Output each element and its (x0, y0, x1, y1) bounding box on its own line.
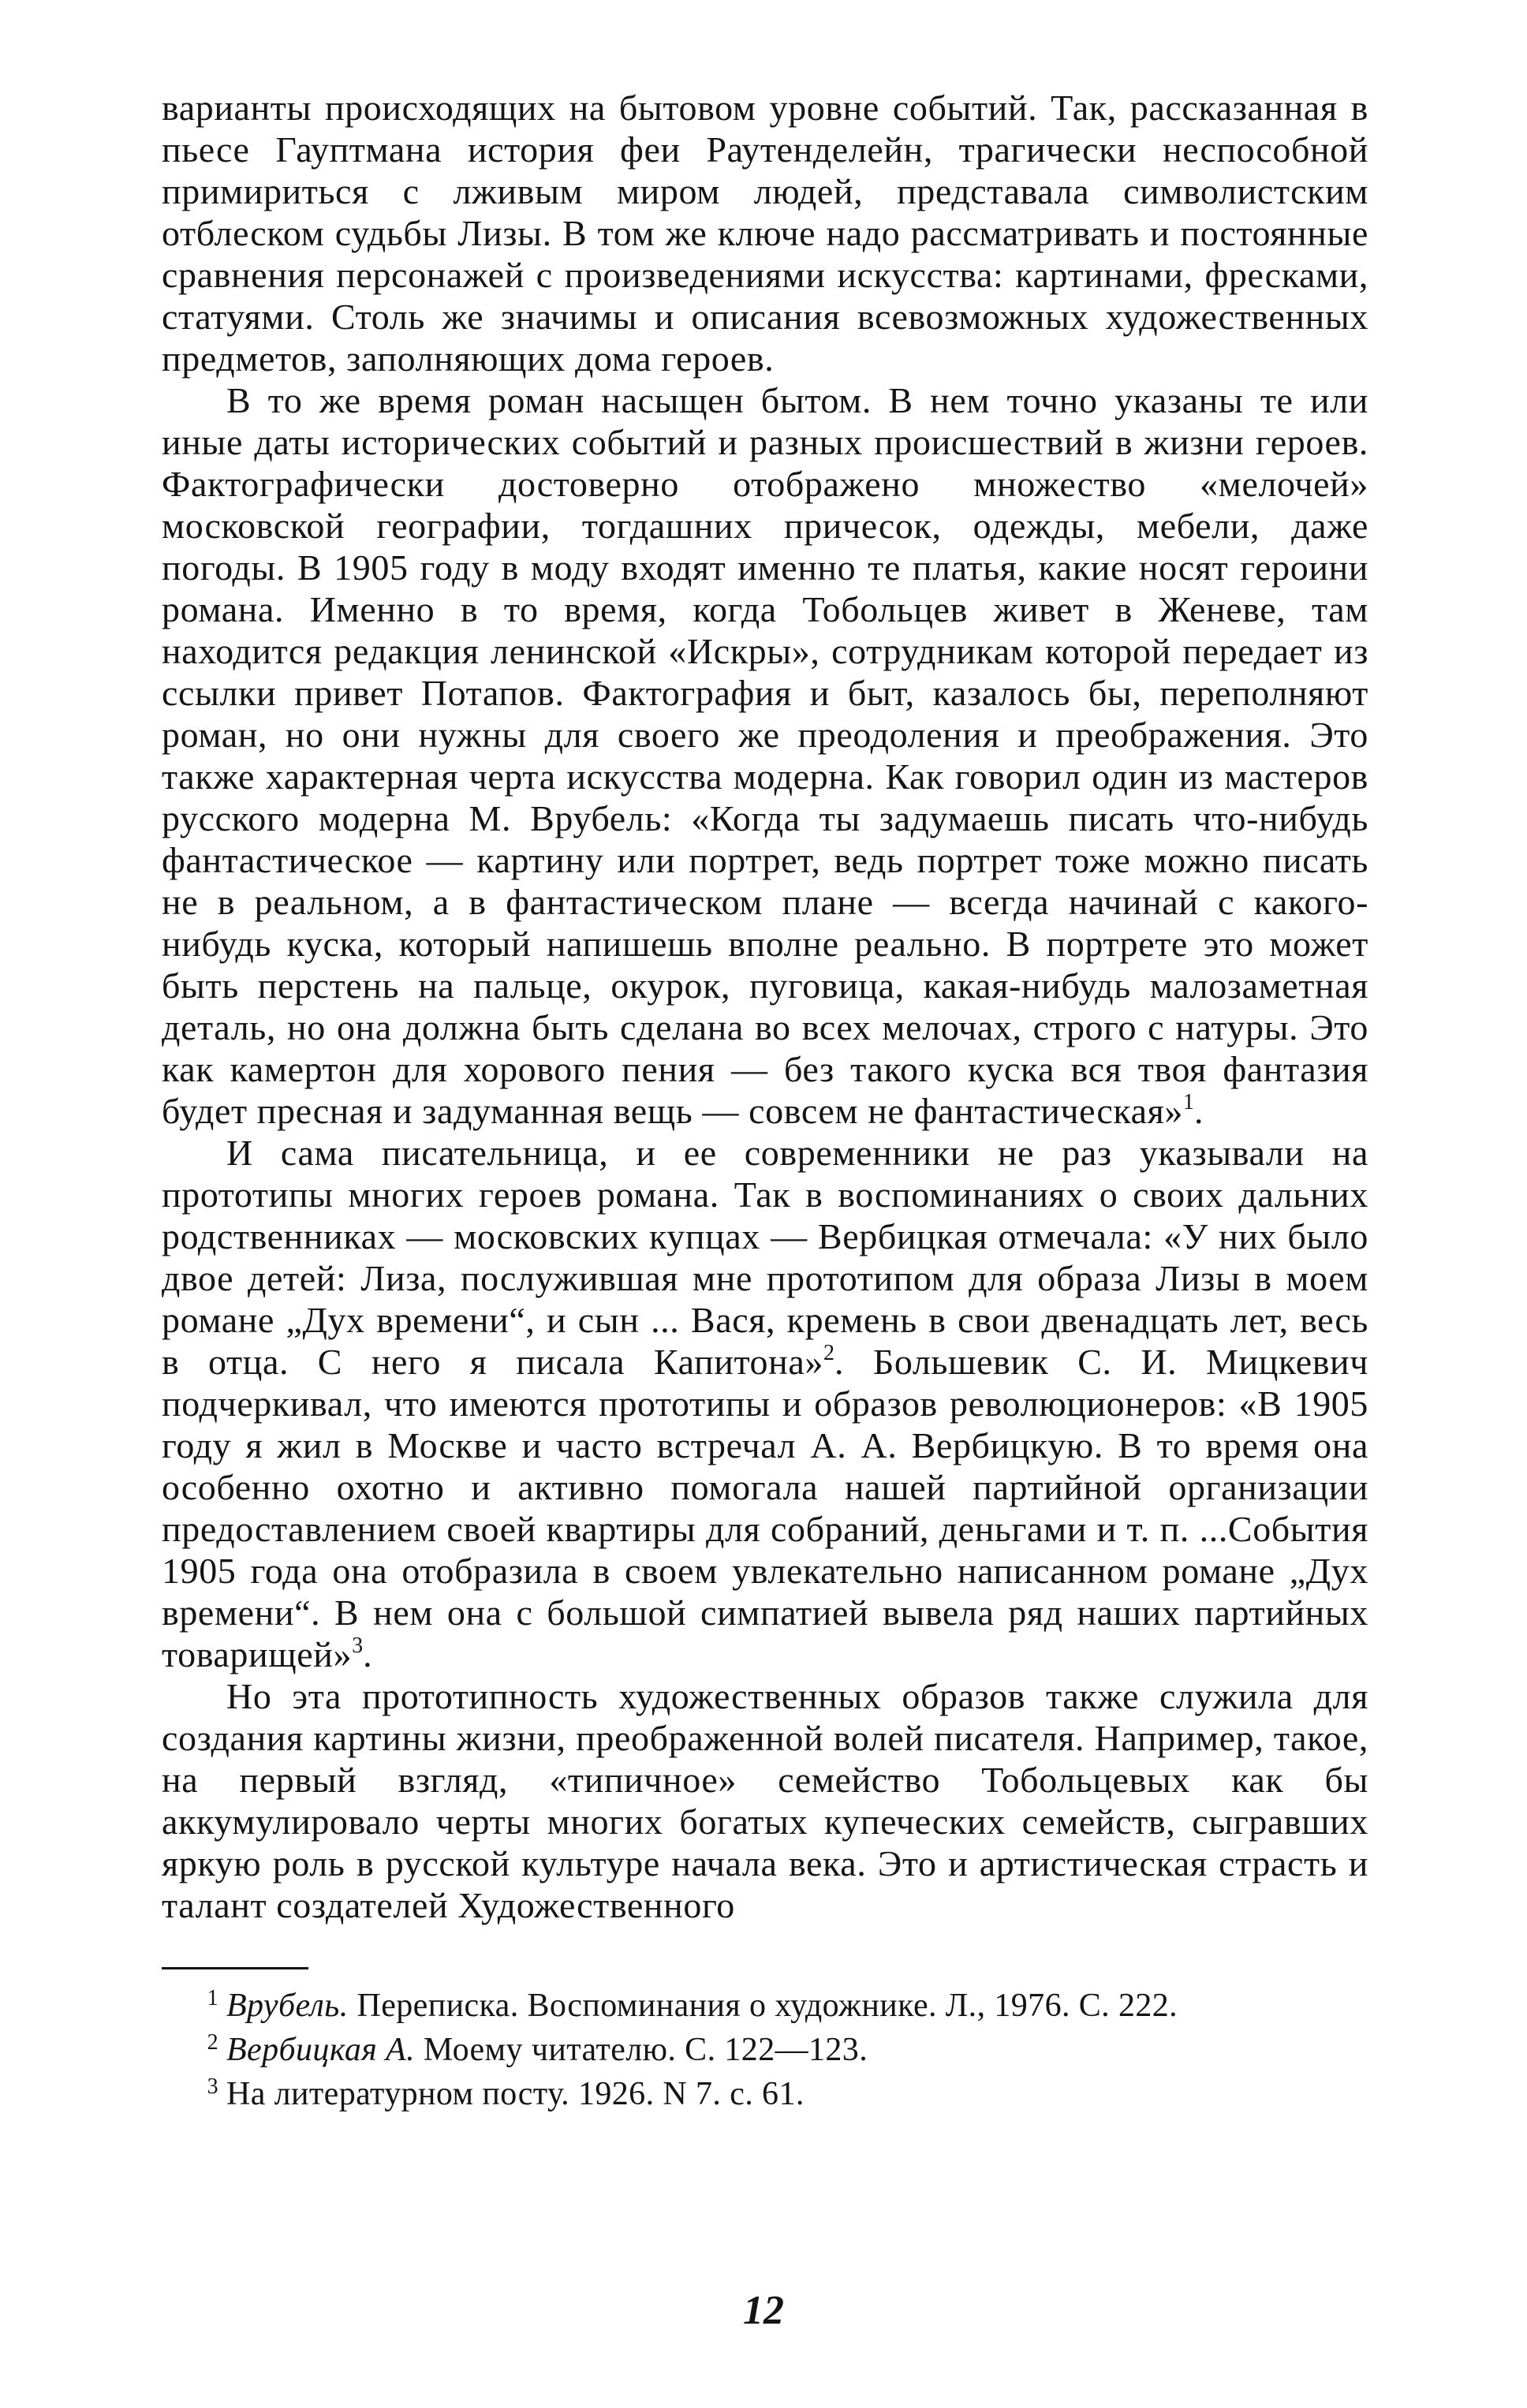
page-content (162, 87, 1368, 2116)
footnote-2-author: Вербицкая А. (226, 2032, 415, 2068)
page-number: 12 (743, 2288, 784, 2333)
paragraph-1-text: варианты происходящих на бытовом уровне событий. Так, рассказанная в пьесе Гауптмана история феи Раутенделейн, трагически неспособной примириться с лживым миром людей, представала символистским отблеском судьбы Лизы. В том же ключе надо рассматривать и постоянные сравнения персонажей с произведениями искусства: картинами, фресками, статуями. Столь же значимы и описания всевозможных художественных предметов, заполняющих дома героев. (162, 88, 1368, 379)
paragraph-2-text: В то же время роман насыщен бытом. В нем точно указаны те или иные даты исторических событий и разных происшествий в жизни героев. Фактографически достоверно отображено множество «мелочей» московской географии, тогдашних причесок, одежды, мебели, даже погоды. В 1905 году в моду входят именно те платья, какие носят героини романа. Именно в то время, когда Тобольцев живет в Женеве, там находится редакция ленинской «Искры», сотрудникам которой передает из ссылки привет Потапов. Фактография и быт, казалось бы, переполняют роман, но они нужны для своего же преодоления и преображения. Это также характерная черта искусства модерна. Как говорил один из мастеров русского модерна М. Врубель: «Когда ты задумаешь писать что-нибудь фантастическое — картину или портрет, ведь портрет тоже можно писать не в реальном, а в фантастическом плане — всегда начинай с какого-нибудь куска, который напишешь вполне реально. В портрете это может быть перстень на пальце, окурок, пуговица, какая-нибудь малозаметная деталь, но она должна быть сделана во всех мелочах, строго с натуры. Это как камертон для хорового пения — без такого куска вся твоя фантазия будет пресная и задуманная вещь — совсем не фантастическая» (162, 380, 1368, 1131)
footnote-separator (162, 1967, 308, 1969)
footnote-3-text: На литературном посту. 1926. N 7. с. 61. (226, 2076, 805, 2112)
footnote-2-text: Моему читателю. С. 122—123. (415, 2032, 868, 2068)
footnote-ref-1: 1 (1182, 1090, 1194, 1114)
paragraph-4-text: Но эта прототипность художественных образов также служила для создания картины жизни, преображенной волей писателя. Например, такое, на первый взгляд, «типичное» семейство Тобольцевых как бы аккумулировало черты многих богатых купеческих семейств, сыгравших яркую роль в русской культуре начала века. Это и артистическая страсть и талант создателей Художественного (162, 1676, 1368, 1925)
paragraph-1 (162, 87, 1368, 379)
footnote-2: 2 Вербицкая А. Моему читателю. С. 122—123. (207, 2030, 868, 2068)
footnote-3: 3 На литературном посту. 1926. N 7. с. 61. (207, 2074, 805, 2112)
footnote-1-author: Врубель. (226, 1988, 349, 2024)
footnote-1-text: Переписка. Воспоминания о художнике. Л., 1976. С. 222. (348, 1988, 1178, 2024)
footnote-1: 1 Врубель. Переписка. Воспоминания о художнике. Л., 1976. С. 222. (207, 1986, 1178, 2024)
paragraph-2: В то же время роман насыщен бытом. В нем точно указаны те или иные даты исторических событий и разных происшествий в жизни героев. Фактографически достоверно отображено множество «мелочей» московской географии, тогдашних причесок, одежды, мебели, даже погоды. В 1905 году в моду входят именно те платья, какие носят героини романа. Именно в то время, когда Тобольцев живет в Женеве, там находится редакция ленинской «Искры», сотрудникам которой передает из ссылки привет Потапов. Фактография и быт, казалось бы, переполняют роман, но они нужны для своего же преодоления и преображения. Это также характерная черта искусства модерна. Как говорил один из мастеров русского модерна М. Врубель: «Когда ты задумаешь писать что-нибудь фантастическое — картину или портрет, ведь портрет тоже можно писать не в реальном, а в фантастическом плане — всегда начинай с какого-нибудь куска, который напишешь вполне реально. В портрете это может быть перстень на пальце, окурок, пуговица, какая-нибудь малозаметная деталь, но она должна быть сделана во всех мелочах, строго с натуры. Это как камертон для хорового пения — без такого куска вся твоя фантазия будет пресная и задуманная вещь — совсем не фантастическая»$^1$. (162, 380, 1368, 1131)
footnote-ref-2: 2 (823, 1341, 834, 1365)
main-text (162, 87, 1368, 1926)
paragraph-3-text: И сама писательница, и ее современники не раз указывали на прототипы многих героев романа. Так в воспоминаниях о своих дальних родственниках — московских купцах — Вербицкая отмечала: «У них было двое детей: Лиза, послужившая мне прототипом для образа Лизы в моем романе „Дух времени“, и сын ... Вася, кремень в свои двенадцать лет, весь в отца. С него я писала Капитона» (162, 1133, 1368, 1382)
footnotes (162, 1984, 1368, 2116)
paragraph-3-continuation: . Большевик С. И. Мицкевич подчеркивал, что имеются прототипы и образов революционеров: «В 1905 году я жил в Москве и часто встречал А. А. Вербицкую. В то время она особенно охотно и активно помогала нашей партийной организации предоставлением своей квартиры для собраний, деньгами и т. п. ...События 1905 года она отобразила в своем увлекательно написанном романе „Дух времени“. В нем она с большой симпатией вывела ряд наших партийных товарищей» (162, 1342, 1368, 1674)
paragraph-3: И сама писательница, и ее современники не раз указывали на прототипы многих героев романа. Так в воспоминаниях о своих дальних родственниках — московских купцах — Вербицкая отмечала: «У них было двое детей: Лиза, послужившая мне прототипом для образа Лизы в моем романе „Дух времени“, и сын ... Вася, кремень в свои двенадцать лет, весь в отца. С него я писала Капитона»$^2$. Большевик С. И. Мицкевич подчеркивал, что имеются прототипы и образов революционеров: «В 1905 году я жил в Москве и часто встречал А. А. Вербицкую. В то время она особенно охотно и активно помогала нашей партийной организации предоставлением своей квартиры для собраний, деньгами и т. п. ...События 1905 года она отобразила в своем увлекательно написанном романе „Дух времени“. В нем она с большой симпатией вывела ряд наших партийных товарищей»$^3$. (162, 1133, 1368, 1674)
paragraph-4 (162, 1675, 1368, 1926)
footnote-ref-3: 3 (352, 1633, 364, 1658)
